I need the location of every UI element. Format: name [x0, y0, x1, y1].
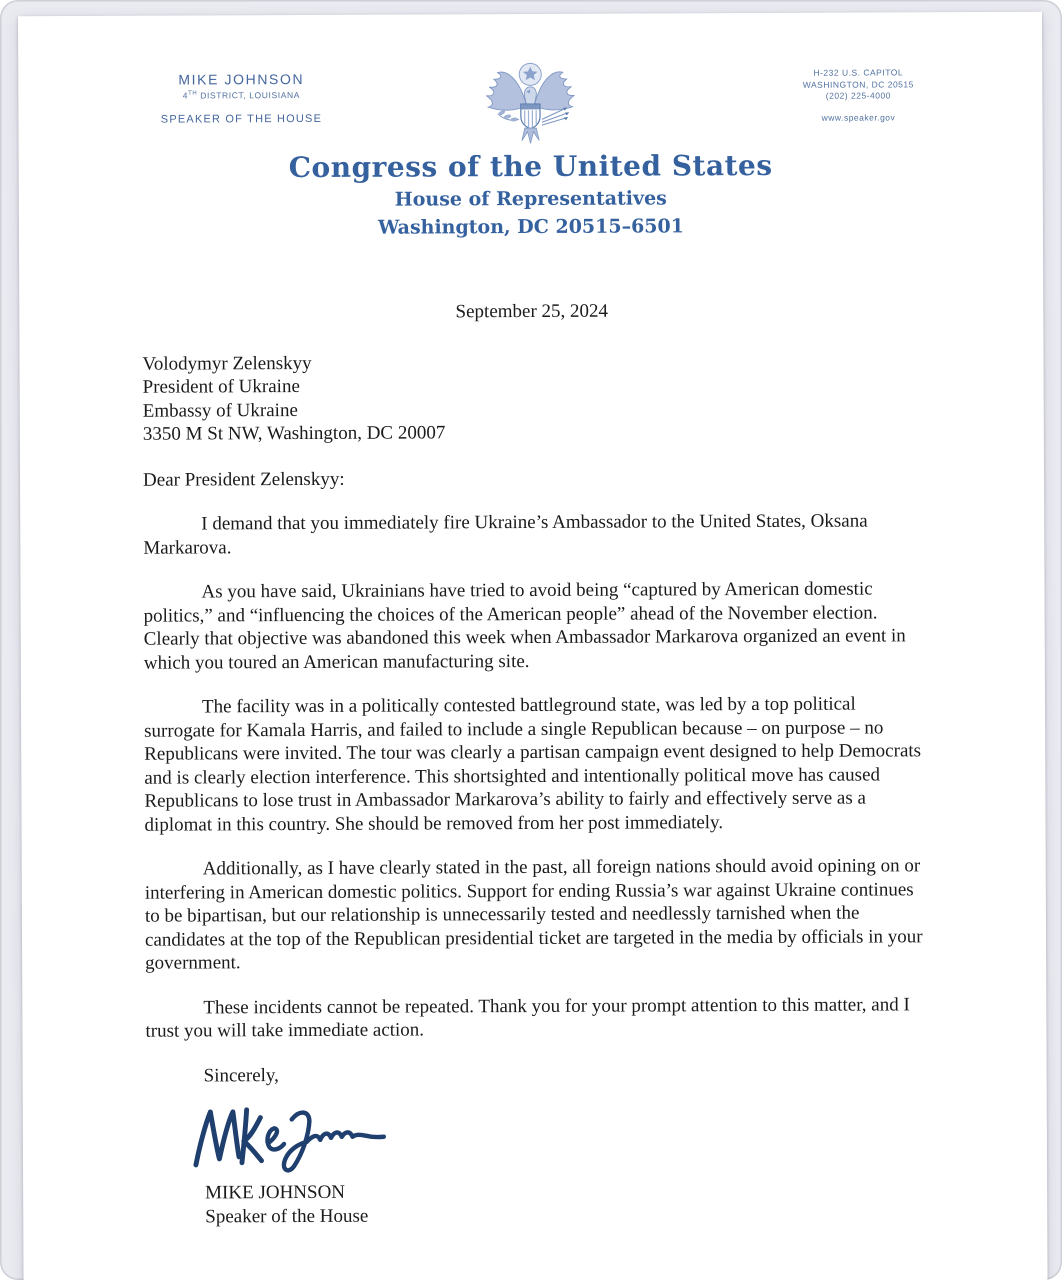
salutation: Dear President Zelenskyy:: [142, 468, 345, 491]
office-phone: (202) 225-4000: [825, 90, 891, 101]
recipient-line: 3350 M St NW, Washington, DC 20007: [142, 422, 446, 445]
signer-name: MIKE JOHNSON: [205, 1181, 346, 1204]
letterhead-member-block: [126, 71, 356, 126]
chamber-title: House of Representatives: [394, 187, 667, 211]
org-title: Congress of the United States: [288, 148, 773, 185]
office-website: www.speaker.gov: [821, 111, 896, 123]
member-district: [126, 90, 356, 101]
signer-block: [205, 1178, 925, 1228]
closing: Sincerely,: [203, 1064, 279, 1086]
paragraph-2: As you have said, Ukrainians have tried to avoid being “captured by American domestic politics,” and “influencing the choices of the American people” ahead of the November election. Clearly that objective was abandoned this week when Ambassador Markarova organized an event in which you toured an American manufacturing site.: [143, 578, 906, 674]
signer-title: Speaker of the House: [205, 1205, 369, 1227]
letter-page: [18, 12, 1048, 1280]
recipient-line: President of Ukraine: [142, 376, 300, 398]
letterhead-address: Washington, DC 20515–6501: [377, 215, 684, 239]
paragraph-5: These incidents cannot be repeated. Thank you for your prompt attention to this matter, and I trust you will take immediate action.: [145, 993, 910, 1042]
office-address-line1: H-232 U.S. CAPITOL: [813, 67, 904, 78]
recipient-block: [142, 349, 921, 446]
paragraph-1: I demand that you immediately fire Ukraine’s Ambassador to the United States, Oksana Markarova.: [143, 510, 868, 559]
district-ordinal: TH: [188, 90, 198, 97]
recipient-line: Embassy of Ukraine: [142, 399, 298, 422]
office-address-line2: WASHINGTON, DC 20515: [802, 78, 914, 90]
recipient-line: Volodymyr Zelenskyy: [142, 352, 312, 375]
paragraph-4: Additionally, as I have clearly stated in the past, all foreign nations should avoid opining on or interfering in American domestic politics. Support for ending Russia’s war against Ukraine continues to be bipartisan, but our relationship is unnecessarily tested and needlessly tarnished when the candidates at the top of the Republican presidential ticket are targeted in the media by officials in your government.: [144, 855, 923, 974]
letter-body: [142, 298, 925, 1228]
district-number: 4: [182, 90, 189, 101]
signature-image: [190, 1094, 925, 1179]
district-name: DISTRICT, LOUISIANA: [197, 90, 300, 101]
date: September 25, 2024: [455, 300, 609, 323]
paragraph-3: The facility was in a politically contested battleground state, was led by a top political surrogate for Kamala Harris, and failed to include a single Republican because – on purpose – no Republicans were invited. The tour was clearly a partisan campaign event designed to help Democrats and is clearly election interference. This shortsighted and intentionally political move has caused Republicans to lose trust in Ambassador Markarova’s ability to fairly and effectively serve as a diplomat in this country. She should be removed from her post immediately.: [144, 693, 922, 836]
member-name: MIKE JOHNSON: [178, 70, 305, 88]
letterhead-office-block: [748, 67, 968, 124]
letterhead: [18, 12, 1043, 296]
great-seal-eagle-icon: [472, 60, 588, 158]
member-title: SPEAKER OF THE HOUSE: [160, 112, 323, 126]
